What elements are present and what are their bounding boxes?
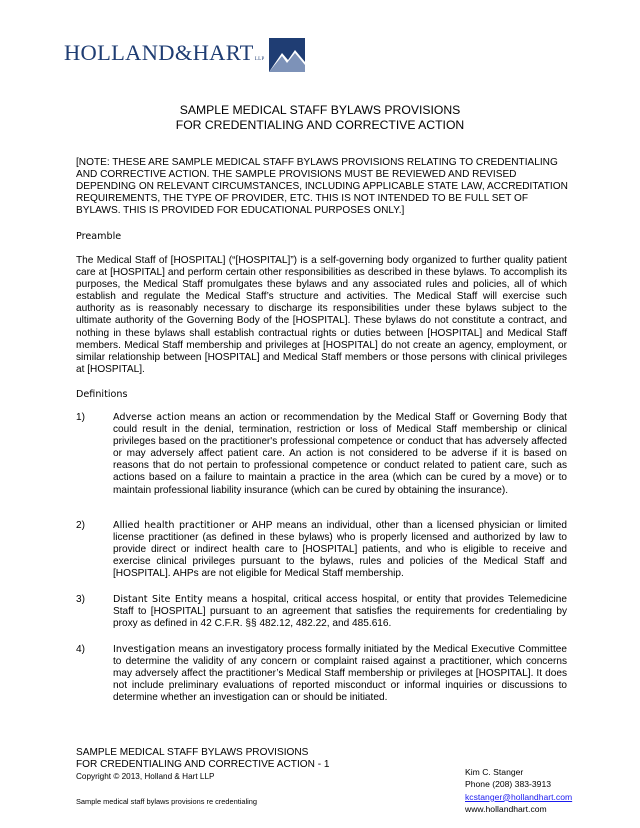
disclaimer-note: [NOTE: THESE ARE SAMPLE MEDICAL STAFF BYLAWS PROVISIONS RELATING TO CREDENTIALING AND CORRECTIVE ACTION. THE SAMPLE PROVISIONS MUST BE REVIEWED AND REVISED DEPENDING ON RELEVANT CIRCUMSTANCES, INCLUDING APPLICABLE STATE LAW, ACCREDITATION REQUIREMENTS, THE TYPE OF PROVIDER, ETC. THIS IS NOT INTENDED TO BE FULL SET OF BYLAWS. THIS IS PROVIDED FOR EDUCATIONAL PURPOSES ONLY.]	[76, 157, 568, 217]
definition-body	[113, 594, 567, 630]
footer-title-line-2: FOR CREDENTIALING AND CORRECTIVE ACTION - 1	[76, 759, 330, 770]
definition-body	[113, 644, 567, 704]
contact-phone: Phone (208) 383-3913	[465, 779, 552, 790]
document-filename: Sample medical staff bylaws provisions re credentialing	[76, 797, 258, 806]
definition-term: Distant Site Entity	[113, 594, 203, 605]
contact-website[interactable]: www.hollandhart.com	[465, 803, 547, 814]
definition-term: Adverse action	[113, 412, 186, 423]
definition-text: means a hospital, critical access hospital, or entity that provides Telemedicine Staff to [HOSPITAL] pursuant to an agreement that satisfies the requirements for credentialing by proxy as defined in 42 C.F.R. §§ 482.12, 482.22, and 485.616.	[113, 594, 568, 630]
contact-email-link[interactable]: kcstanger@hollandhart.com	[465, 791, 573, 802]
definitions-heading: Definitions	[76, 389, 128, 400]
footer-title	[76, 747, 330, 771]
logo-wordmark: HOLLAND&HARTLLP	[64, 40, 265, 65]
definition-term: Investigation	[113, 644, 176, 655]
definition-text: means an investigatory process formally initiated by the Medical Executive Committee to determine the validity of any concern or complaint raised against a practitioner, which concerns may adversely affect the practitioner’s Medical Staff membership or privileges at [HOSPITAL]. It does not include preliminary evaluations of reported misconduct or informal inquiries or discussions to determine whether an investigation can or should be initiated.	[113, 644, 567, 704]
definition-number: 4)	[76, 644, 85, 655]
preamble-heading: Preamble	[76, 231, 122, 242]
definition-body	[113, 520, 567, 580]
definition-number: 1)	[76, 412, 85, 423]
footer-title-line-1: SAMPLE MEDICAL STAFF BYLAWS PROVISIONS	[76, 747, 309, 758]
definition-number: 2)	[76, 520, 85, 531]
mountain-logo-icon	[269, 38, 305, 72]
definition-body	[113, 412, 567, 497]
title-line-1: SAMPLE MEDICAL STAFF BYLAWS PROVISIONS	[179, 103, 461, 117]
definition-number: 3)	[76, 594, 85, 605]
preamble-text: The Medical Staff of [HOSPITAL] (“[HOSPITAL]”) is a self-governing body organized to further quality patient care at [HOSPITAL] and perform certain other responsibilities as described in these bylaws. To accomplish its purposes, the Medical Staff promulgates these bylaws and any associated rules and policies, all of which establish and regulate the Medical Staff’s structure and activities. The Medical Staff will exercise such authority as is reasonably necessary to discharge its responsibilities under these bylaws subject to the ultimate authority of the Governing Body of the [HOSPITAL]. These bylaws do not constitute a contract, and nothing in these bylaws shall establish contractual rights or duties between [HOSPITAL] and Medical Staff members. Medical Staff membership and privileges at [HOSPITAL] do not create an agency, employment, or similar relationship between [HOSPITAL] and Medical Staff members or those persons with clinical privileges at [HOSPITAL].	[76, 255, 567, 375]
contact-block	[465, 766, 572, 815]
definition-text: means an action or recommendation by the Medical Staff or Governing Body that could result in the denial, termination, restriction or loss of Medical Staff membership or clinical privileges based on the practitioner's professional competence or conduct that has adversely affected or may adversely affect patient care. An action is not considered to be adverse if it is based on reasons that do not pertain to professional competence or conduct related to patient care, such as actions based on a failure to maintain a practice in the area (which can be cured by a move) or to maintain professional liability insurance (which can be cured by obtaining the insurance).	[113, 412, 567, 496]
definition-term: Allied health practitioner	[113, 520, 235, 531]
definition-text: or AHP means an individual, other than a licensed physician or limited license practitioner (as defined in these bylaws) who is properly licensed and authorized by law to provide direct or indirect health care to [HOSPITAL] patients, and who is eligible to receive and exercise clinical privileges pursuant to the bylaws, rules and policies of the Medical Staff and [HOSPITAL]. AHPs are not eligible for Medical Staff membership.	[113, 520, 567, 580]
title-line-2: FOR CREDENTIALING AND CORRECTIVE ACTION	[175, 118, 465, 132]
copyright: Copyright © 2013, Holland & Hart LLP	[76, 772, 215, 781]
document-title	[0, 103, 640, 133]
company-logo	[64, 38, 304, 72]
contact-name: Kim C. Stanger	[465, 767, 524, 777]
logo-llp: LLP	[254, 57, 265, 62]
